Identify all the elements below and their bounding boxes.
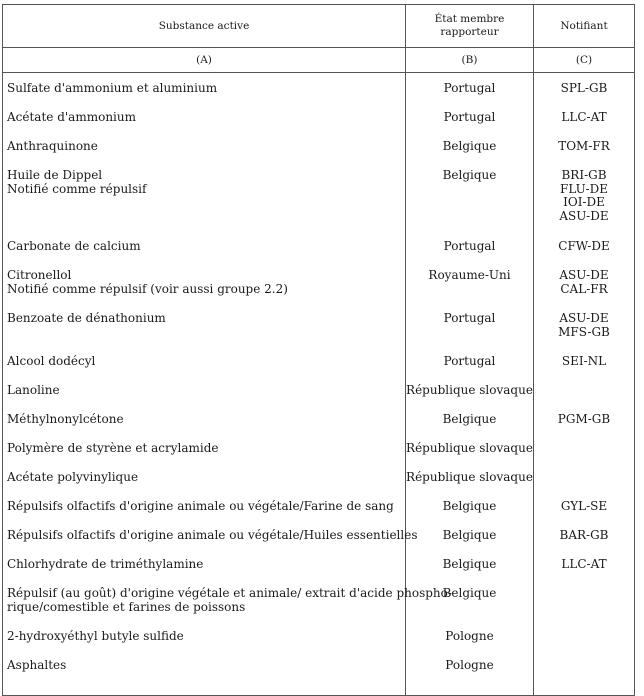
substance-cell: [3, 239, 406, 268]
table-header-row: [3, 5, 635, 48]
table-row: [3, 557, 635, 586]
substance-name-line: 2-hydroxyéthyl butyle sulfide: [7, 629, 184, 643]
rapporteur-state-text: Belgique: [442, 412, 497, 426]
substance-name-line: Sulfate d'ammonium et aluminium: [7, 81, 218, 95]
notifier-code: SEI-NL: [561, 354, 607, 368]
active-substance-table: [2, 4, 635, 696]
substance-name-line: Lanoline: [7, 383, 60, 397]
substance-cell: [3, 110, 406, 139]
rapporteur-state-cell: [406, 441, 534, 470]
table-row: [3, 441, 635, 470]
rapporteur-state-text: Portugal: [443, 354, 496, 368]
notifier-code: ASU-DE: [559, 311, 609, 325]
notifier-code: BRI-GB: [561, 168, 607, 182]
notifier-cell: [534, 168, 635, 239]
column-letters-row: [3, 48, 635, 73]
header-rapporteur-state-line1: État membre: [434, 13, 505, 25]
table-row: [3, 528, 635, 557]
rapporteur-state-text: Portugal: [443, 81, 496, 95]
substance-cell: [3, 383, 406, 412]
substance-cell: [3, 629, 406, 658]
rapporteur-state-cell: [406, 81, 534, 110]
substance-name-line: rique/comestible et farines de poissons: [7, 599, 246, 614]
table-row: [3, 658, 635, 687]
notifier-code: LLC-AT: [561, 110, 607, 124]
notifier-code: BAR-GB: [559, 528, 609, 542]
column-letter-a: (A): [3, 48, 406, 73]
substance-cell: [3, 81, 406, 110]
substance-name-line: Répulsifs olfactifs d'origine animale ou végétale/Huiles essentielles: [7, 528, 418, 542]
notifier-code: LLC-AT: [561, 557, 607, 571]
substance-cell: [3, 268, 406, 311]
column-letter-c: (C): [534, 48, 635, 73]
rapporteur-state-cell: [406, 528, 534, 557]
rapporteur-state-text: Belgique: [442, 557, 497, 571]
substance-cell: [3, 441, 406, 470]
notifier-code: ASU-DE: [559, 268, 609, 282]
substance-cell: [3, 470, 406, 499]
notifier-cell: [534, 354, 635, 383]
rapporteur-state-text: Belgique: [442, 586, 497, 600]
notifier-code: ASU-DE: [559, 208, 609, 223]
table-row: [3, 81, 635, 110]
substance-name-line: Huile de Dippel: [7, 168, 103, 182]
table-row: [3, 383, 635, 412]
notifier-code: GYL-SE: [560, 499, 608, 513]
substance-cell: [3, 658, 406, 687]
rapporteur-state-text: Belgique: [442, 168, 497, 182]
table-row: [3, 239, 635, 268]
table-end-row: [3, 687, 635, 696]
notifier-cell: [534, 81, 635, 110]
substance-cell: [3, 557, 406, 586]
rapporteur-state-cell: [406, 139, 534, 168]
rapporteur-state-cell: [406, 499, 534, 528]
substance-name-line: Répulsifs olfactifs d'origine animale ou végétale/Farine de sang: [7, 499, 394, 513]
substance-name-line: Anthraquinone: [7, 139, 98, 153]
table-row: [3, 268, 635, 311]
table-row: [3, 354, 635, 383]
table-row: [3, 110, 635, 139]
rapporteur-state-text: Belgique: [442, 139, 497, 153]
rapporteur-state-text: Belgique: [442, 528, 497, 542]
notifier-code: CAL-FR: [560, 281, 608, 296]
substance-name-line: Acétate d'ammonium: [7, 110, 136, 124]
rapporteur-state-cell: [406, 383, 534, 412]
notifier-cell: [534, 311, 635, 354]
substance-name-line: Répulsif (au goût) d'origine végétale et animale/ extrait d'acide phospho-: [7, 586, 452, 600]
rapporteur-state-cell: [406, 311, 534, 354]
header-rapporteur-state-line2: rapporteur: [440, 26, 499, 38]
table-row: [3, 412, 635, 441]
notifier-code: CFW-DE: [558, 239, 610, 253]
rapporteur-state-cell: [406, 110, 534, 139]
notifier-cell: [534, 412, 635, 441]
table-row: [3, 168, 635, 239]
substance-cell: [3, 168, 406, 239]
table-row: [3, 499, 635, 528]
substance-name-line: Polymère de styrène et acrylamide: [7, 441, 219, 455]
rapporteur-state-text: Pologne: [445, 629, 494, 643]
notifier-code: PGM-GB: [557, 412, 611, 426]
notifier-cell: [534, 658, 635, 687]
substance-cell: [3, 528, 418, 557]
substance-name-line: Notifié comme répulsif: [7, 181, 147, 196]
rapporteur-state-text: République slovaque: [406, 383, 533, 397]
rapporteur-state-cell: [406, 239, 534, 268]
rapporteur-state-cell: [406, 557, 534, 586]
spacer-row: [3, 73, 635, 82]
notifier-cell: [534, 528, 635, 557]
rapporteur-state-text: Portugal: [443, 311, 496, 325]
header-active-substance: Substance active: [3, 5, 406, 48]
notifier-cell: [534, 110, 635, 139]
notifier-code: MFS-GB: [558, 324, 610, 339]
header-notifier: Notifiant: [534, 5, 635, 48]
rapporteur-state-cell: [406, 470, 534, 499]
substance-cell: [3, 354, 406, 383]
notifier-code: TOM-FR: [558, 139, 610, 153]
notifier-cell: [534, 239, 635, 268]
rapporteur-state-text: République slovaque: [406, 470, 533, 484]
notifier-cell: [534, 499, 635, 528]
substance-name-line: Alcool dodécyl: [7, 354, 96, 368]
substance-name-line: Benzoate de dénathonium: [7, 311, 166, 325]
notifier-cell: [534, 557, 635, 586]
substance-name-line: Notifié comme répulsif (voir aussi groupe 2.2): [7, 281, 288, 296]
table-row: [3, 629, 635, 658]
rapporteur-state-cell: [406, 168, 534, 239]
rapporteur-state-cell: [406, 629, 534, 658]
substance-name-line: Carbonate de calcium: [7, 239, 141, 253]
notifier-code: FLU-DE: [560, 181, 608, 196]
rapporteur-state-cell: [406, 268, 534, 311]
substance-name-line: Acétate polyvinylique: [7, 470, 139, 484]
substance-name-line: Méthylnonylcétone: [7, 412, 124, 426]
table-row: [3, 470, 635, 499]
rapporteur-state-text: Royaume-Uni: [428, 268, 511, 282]
notifier-cell: [534, 441, 635, 470]
rapporteur-state-cell: [406, 658, 534, 687]
rapporteur-state-cell: [406, 354, 534, 383]
rapporteur-state-cell: [406, 412, 534, 441]
substance-name-line: Chlorhydrate de triméthylamine: [7, 557, 204, 571]
substance-cell: [3, 311, 406, 354]
rapporteur-state-text: Portugal: [443, 239, 496, 253]
notifier-cell: [534, 383, 635, 412]
notifier-cell: [534, 629, 635, 658]
rapporteur-state-text: République slovaque: [406, 441, 533, 455]
notifier-code: SPL-GB: [560, 81, 608, 95]
table-row: [3, 586, 635, 629]
notifier-cell: [534, 470, 635, 499]
substance-cell: [3, 412, 406, 441]
notifier-code: IOI-DE: [563, 195, 605, 209]
notifier-cell: [534, 268, 635, 311]
rapporteur-state-text: Pologne: [445, 658, 494, 672]
rapporteur-state-text: Portugal: [443, 110, 496, 124]
notifier-cell: [534, 586, 635, 629]
rapporteur-state-text: Belgique: [442, 499, 497, 513]
substance-name-line: Citronellol: [7, 268, 72, 282]
header-rapporteur-state: [406, 5, 534, 48]
substance-name-line: Asphaltes: [7, 658, 67, 672]
table-row: [3, 311, 635, 354]
notifier-cell: [534, 139, 635, 168]
column-letter-b: (B): [406, 48, 534, 73]
table-row: [3, 139, 635, 168]
substance-cell: [3, 499, 406, 528]
substance-cell: [3, 586, 452, 629]
table-body: [3, 81, 635, 687]
substance-cell: [3, 139, 406, 168]
